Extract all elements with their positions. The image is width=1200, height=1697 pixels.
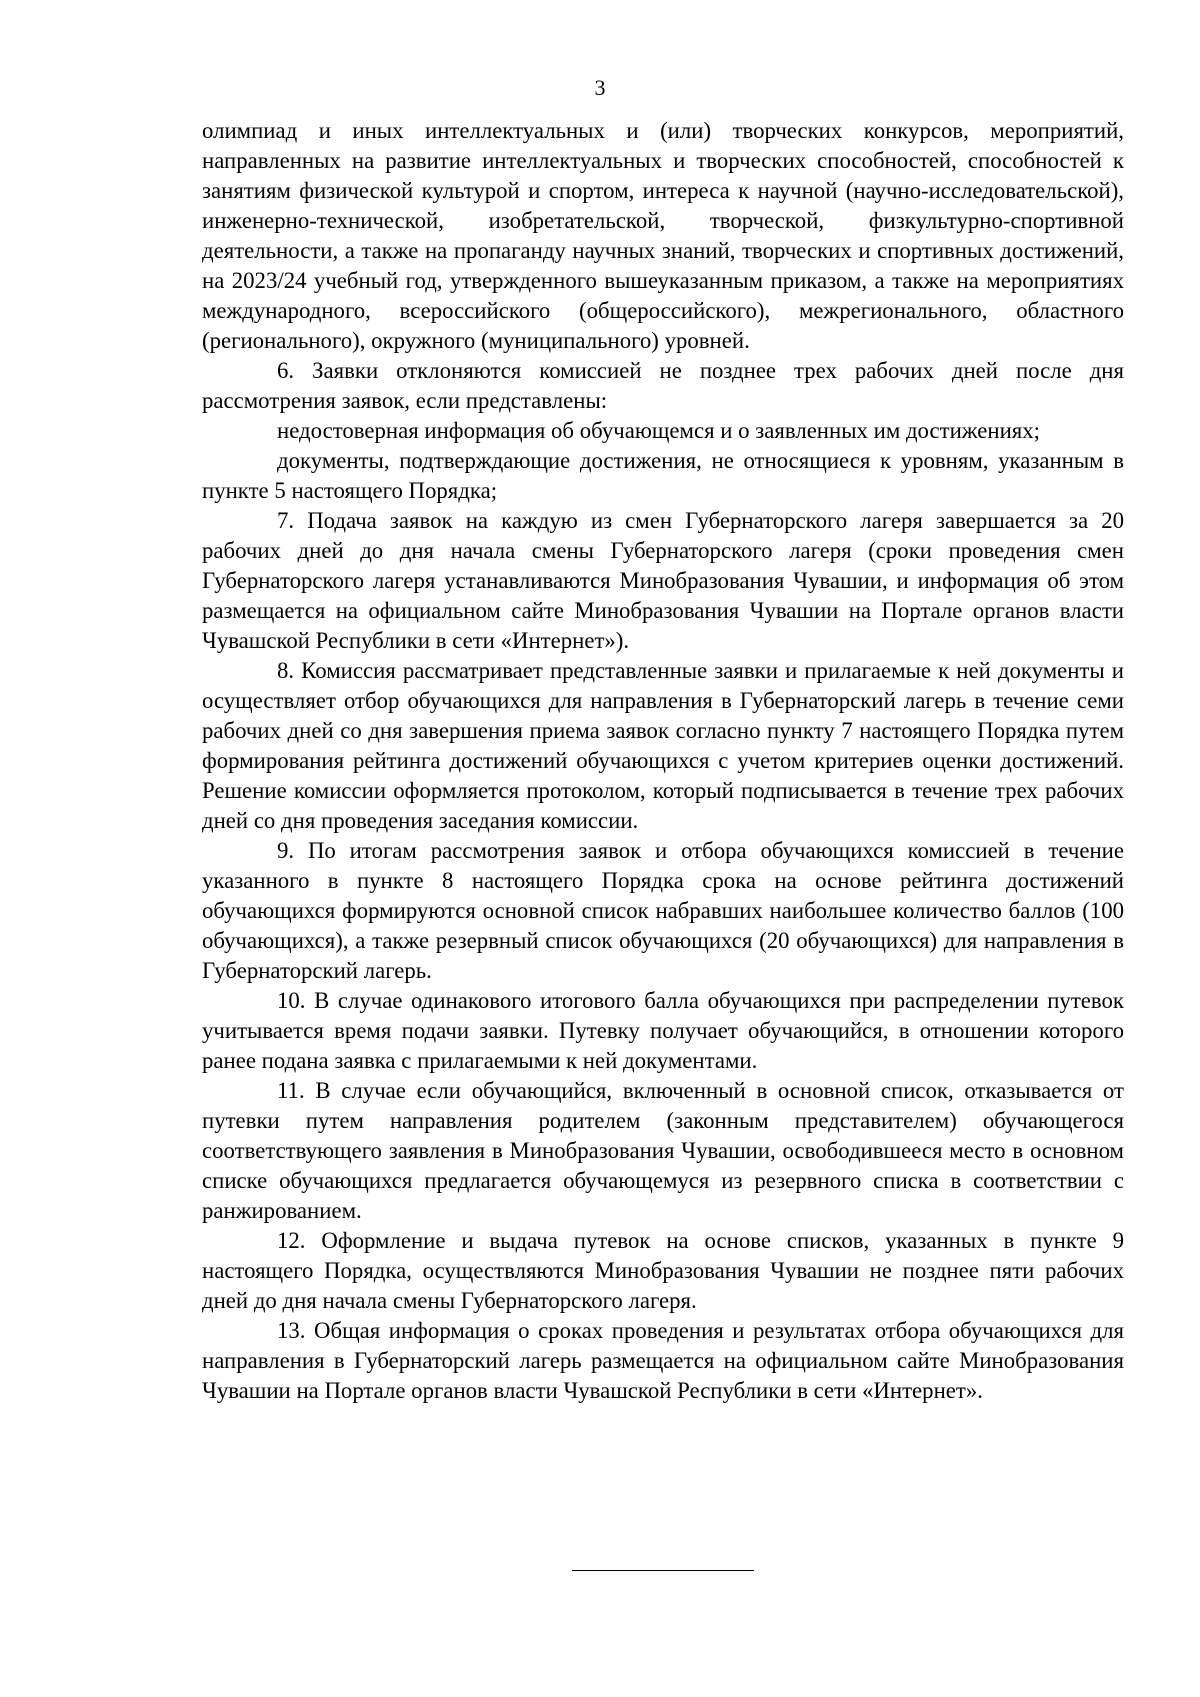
paragraph-item-8: 8. Комиссия рассматривает представленные заявки и прилагаемые к ней документы и осуществляет отбор обучающихся для направления в Губернаторский лагерь в течение семи рабочих дней со дня завершения приема заявок согласно пункту 7 настоящего Порядка путем формирования рейтинга достижений обучающихся с учетом критериев оценки достижений. Решение комиссии оформляется протоколом, который подписывается в течение трех рабочих дней со дня проведения заседания комиссии. <box>202 658 1124 833</box>
paragraph-item-13: 13. Общая информация о сроках проведения и результатах отбора обучающихся для направления в Губернаторский лагерь размещается на официальном сайте Минобразования Чувашии на Портале органов власти Чувашской Республики в сети «Интернет». <box>202 1318 1124 1403</box>
page-number: 3 <box>594 75 606 100</box>
end-divider-line <box>572 1570 754 1571</box>
paragraph-item-6: 6. Заявки отклоняются комиссией не позднее трех рабочих дней после дня рассмотрения заявок, если представлены: <box>202 358 1124 413</box>
document-body <box>202 116 1124 1406</box>
paragraph-item-10: 10. В случае одинакового итогового балла обучающихся при распределении путевок учитывается время подачи заявки. Путевку получает обучающийся, в отношении которого ранее подана заявка с прилагаемыми к ней документами. <box>202 988 1124 1073</box>
paragraph-continuation: олимпиад и иных интеллектуальных и (или) творческих конкурсов, мероприятий, направленных на развитие интеллектуальных и творческих способностей, способностей к занятиям физической культурой и спортом, интереса к научной (научно-исследовательской), инженерно-технической, изобретательской, творческой, физкультурно-спортивной деятельности, а также на пропаганду научных знаний, творческих и спортивных достижений, на 2023/24 учебный год, утвержденного вышеуказанным приказом, а также на мероприятиях международного, всероссийского (общероссийского), межрегионального, областного (регионального), окружного (муниципального) уровней. <box>202 118 1124 353</box>
paragraph-subitem-unreliable-info: недостоверная информация об обучающемся и о заявленных им достижениях; <box>277 418 1040 443</box>
paragraph-item-12: 12. Оформление и выдача путевок на основе списков, указанных в пункте 9 настоящего Порядка, осуществляются Минобразования Чувашии не позднее пяти рабочих дней до дня начала смены Губернаторского лагеря. <box>202 1228 1124 1313</box>
paragraph-subitem-documents: документы, подтверждающие достижения, не относящиеся к уровням, указанным в пункте 5 настоящего Порядка; <box>202 448 1124 503</box>
paragraph-item-7: 7. Подача заявок на каждую из смен Губернаторского лагеря завершается за 20 рабочих дней до дня начала смены Губернаторского лагеря (сроки проведения смен Губернаторского лагеря устанавливаются Минобразования Чувашии, и информация об этом размещается на официальном сайте Минобразования Чувашии на Портале органов власти Чувашской Республики в сети «Интернет»). <box>202 508 1124 653</box>
paragraph-item-11: 11. В случае если обучающийся, включенный в основной список, отказывается от путевки путем направления родителем (законным представителем) обучающегося соответствующего заявления в Минобразования Чувашии, освободившееся место в основном списке обучающихся предлагается обучающемуся из резервного списка в соответствии с ранжированием. <box>202 1078 1124 1223</box>
paragraph-item-9: 9. По итогам рассмотрения заявок и отбора обучающихся комиссией в течение указанного в пункте 8 настоящего Порядка срока на основе рейтинга достижений обучающихся формируются основной список набравших наибольшее количество баллов (100 обучающихся), а также резервный список обучающихся (20 обучающихся) для направления в Губернаторский лагерь. <box>202 838 1124 983</box>
